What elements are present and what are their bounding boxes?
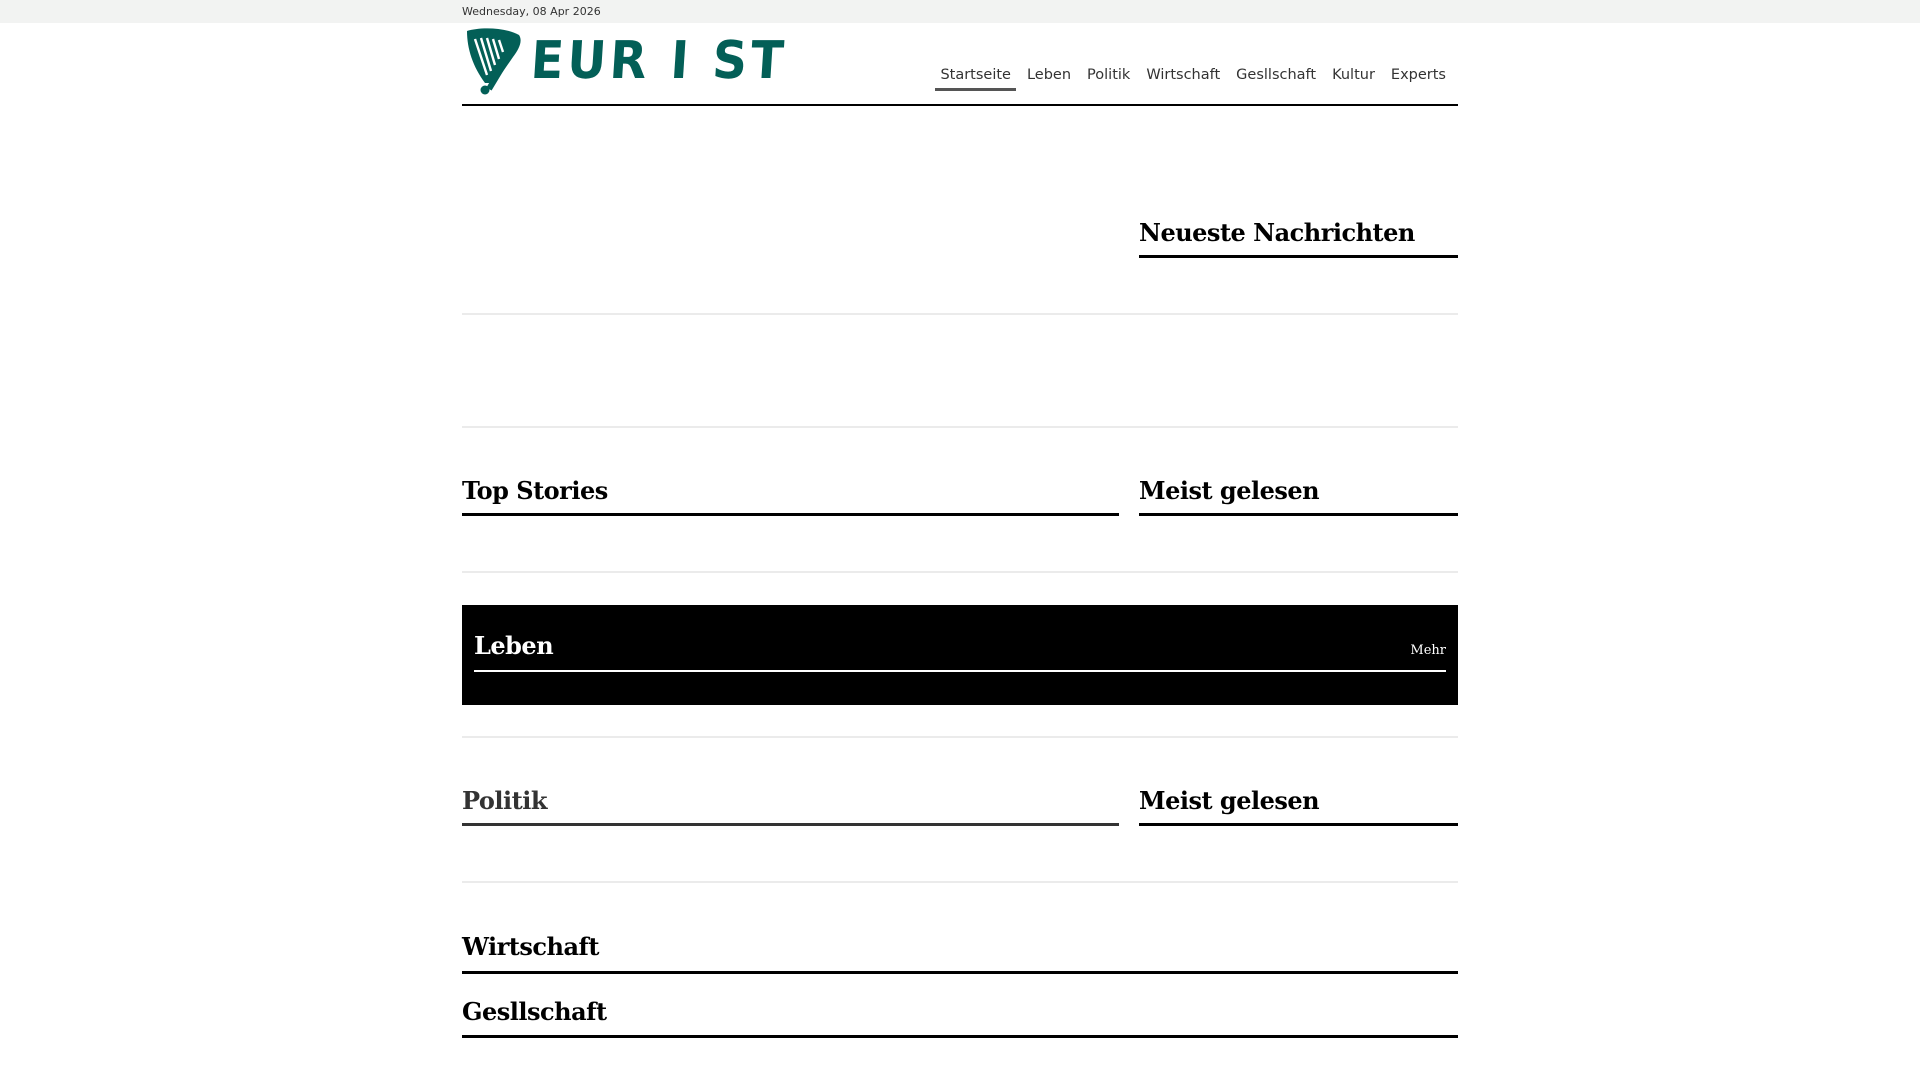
nav-leben[interactable]: Leben xyxy=(1026,67,1072,83)
leben-rule xyxy=(474,670,1446,672)
most-read-rule-2 xyxy=(1139,823,1458,826)
politik-heading: Politik xyxy=(462,786,547,815)
harp-icon xyxy=(465,27,523,95)
most-read-heading: Meist gelesen xyxy=(1139,476,1320,505)
most-read-heading-2: Meist gelesen xyxy=(1139,786,1320,815)
section-divider xyxy=(462,881,1458,883)
current-date: Wednesday, 08 Apr 2026 xyxy=(462,5,601,18)
section-divider xyxy=(462,571,1458,573)
logo-wordmark: EUR I ST xyxy=(529,31,789,91)
section-divider xyxy=(462,426,1458,428)
most-read-rule xyxy=(1139,513,1458,516)
site-logo[interactable] xyxy=(465,27,789,95)
leben-more-link[interactable]: Mehr xyxy=(1410,643,1446,658)
latest-news-rule xyxy=(1139,255,1458,258)
wirtschaft-heading: Wirtschaft xyxy=(462,932,599,961)
gesellschaft-rule xyxy=(462,1035,1458,1038)
nav-gesellschaft[interactable]: Gesllschaft xyxy=(1236,67,1317,83)
nav-wirtschaft[interactable]: Wirtschaft xyxy=(1146,67,1221,83)
leben-section xyxy=(462,605,1458,705)
site-header xyxy=(462,23,1458,106)
latest-news-heading: Neueste Nachrichten xyxy=(1139,218,1415,247)
politik-rule xyxy=(462,823,1119,826)
wirtschaft-rule xyxy=(462,971,1458,974)
nav-kultur[interactable]: Kultur xyxy=(1332,67,1375,83)
main-nav xyxy=(932,65,1454,89)
nav-politik[interactable]: Politik xyxy=(1087,67,1131,83)
top-stories-heading: Top Stories xyxy=(462,476,608,505)
section-divider xyxy=(462,313,1458,315)
section-divider xyxy=(462,736,1458,738)
gesellschaft-heading: Gesllschaft xyxy=(462,997,607,1026)
leben-heading: Leben xyxy=(474,631,554,660)
nav-startseite[interactable]: Startseite xyxy=(932,65,1019,89)
date-bar xyxy=(0,0,1920,23)
top-stories-rule xyxy=(462,513,1119,516)
nav-experts[interactable]: Experts xyxy=(1390,67,1446,83)
